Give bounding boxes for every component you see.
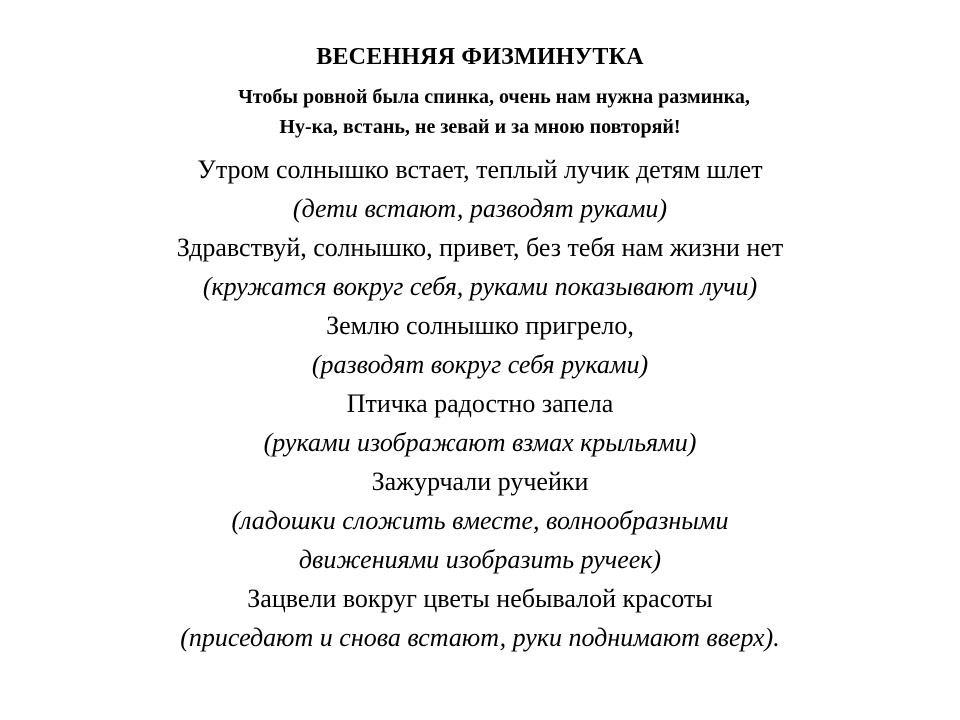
verse-line: Птичка радостно запела (346, 389, 614, 418)
instruction-line: (приседают и снова встают, руки поднимают вверх). (180, 623, 780, 652)
instruction-line: движениями изобразить ручеек) (298, 545, 662, 574)
intro-line: Ну-ка, встань, не зевай и за мною повторяй! (279, 116, 681, 138)
verse-line: Здравствуй, солнышко, привет, без тебя нам жизни нет (176, 233, 784, 262)
intro-block (0, 82, 960, 142)
verse-line: Зацвели вокруг цветы небывалой красоты (247, 584, 713, 613)
verse-block (0, 150, 960, 657)
instruction-line: (дети встают, разводят руками) (292, 194, 668, 223)
intro-line: Чтобы ровной была спинка, очень нам нужна разминка, (238, 86, 750, 108)
instruction-line: (кружатся вокруг себя, руками показывают лучи) (202, 272, 758, 301)
verse-line: Землю солнышко пригрело, (326, 311, 634, 340)
instruction-line: (ладошки сложить вместе, волнообразными (231, 506, 729, 535)
instruction-line: (руками изображают взмах крыльями) (263, 428, 697, 457)
verse-line: Зажурчали ручейки (371, 467, 589, 496)
verse-line: Утром солнышко встает, теплый лучик детям шлет (197, 155, 763, 184)
instruction-line: (разводят вокруг себя руками) (311, 350, 649, 379)
document-title: ВЕСЕННЯЯ ФИЗМИНУТКА (316, 44, 644, 70)
